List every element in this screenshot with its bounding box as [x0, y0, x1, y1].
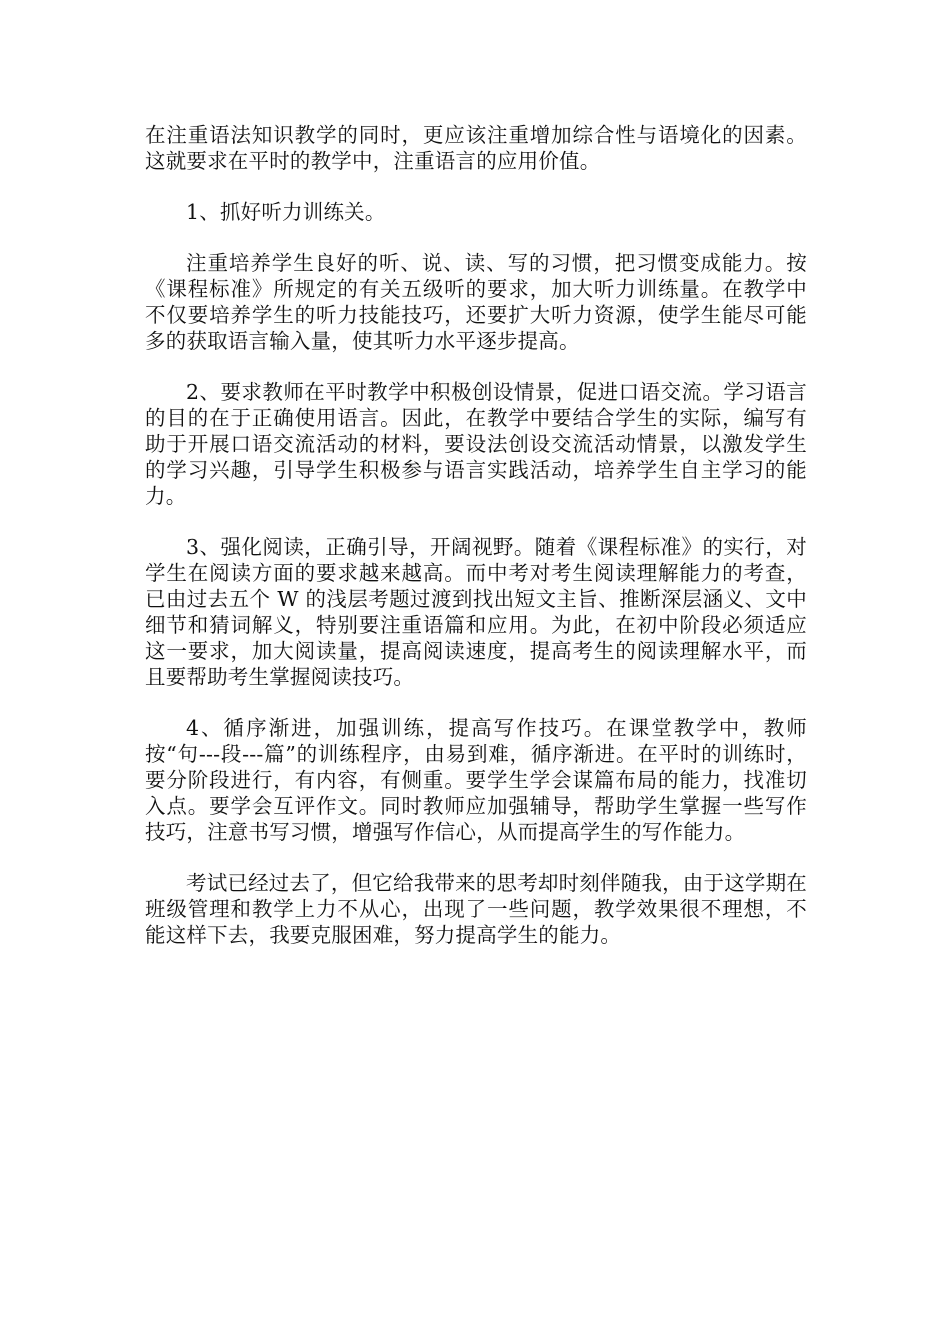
paragraph-intro: 在注重语法知识教学的同时，更应该注重增加综合性与语境化的因素。这就要求在平时的教学中，注重语言的应用价值。 [145, 123, 807, 173]
paragraph-reading: 3、强化阅读，正确引导，开阔视野。随着《课程标准》的实行，对学生在阅读方面的要求越来越高。而中考对考生阅读理解能力的考查，已由过去五个 W 的浅层考题过渡到找出短文主旨、推断深层涵义、文中细节和猜词解义，特别要注重语篇和应用。为此，在初中阶段必须适应这一要求，加大阅读量，提高阅读速度，提高考生的阅读理解水平，而且要帮助考生掌握阅读技巧。 [145, 535, 807, 689]
paragraph-listening: 注重培养学生良好的听、说、读、写的习惯，把习惯变成能力。按《课程标准》所规定的有关五级听的要求，加大听力训练量。在教学中不仅要培养学生的听力技能技巧，还要扩大听力资源，使学生能尽可能多的获取语言输入量，使其听力水平逐步提高。 [145, 251, 807, 353]
document-page [145, 122, 807, 948]
paragraph-writing: 4、循序渐进，加强训练，提高写作技巧。在课堂教学中，教师按“句---段---篇”的训练程序，由易到难，循序渐进。在平时的训练时，要分阶段进行，有内容，有侧重。要学生学会谋篇布局的能力，找准切入点。要学会互评作文。同时教师应加强辅导，帮助学生掌握一些写作技巧，注意书写习惯，增强写作信心，从而提高学生的写作能力。 [145, 716, 807, 844]
heading-listening: 1、抓好听力训练关。 [186, 200, 386, 224]
paragraph-speaking: 2、要求教师在平时教学中积极创设情景，促进口语交流。学习语言的目的在于正确使用语言。因此，在教学中要结合学生的实际，编写有助于开展口语交流活动的材料，要设法创设交流活动情景，以激发学生的学习兴趣，引导学生积极参与语言实践活动，培养学生自主学习的能力。 [145, 380, 807, 508]
paragraph-conclusion: 考试已经过去了，但它给我带来的思考却时刻伴随我，由于这学期在班级管理和教学上力不从心，出现了一些问题，教学效果很不理想，不能这样下去，我要克服困难，努力提高学生的能力。 [145, 871, 807, 947]
